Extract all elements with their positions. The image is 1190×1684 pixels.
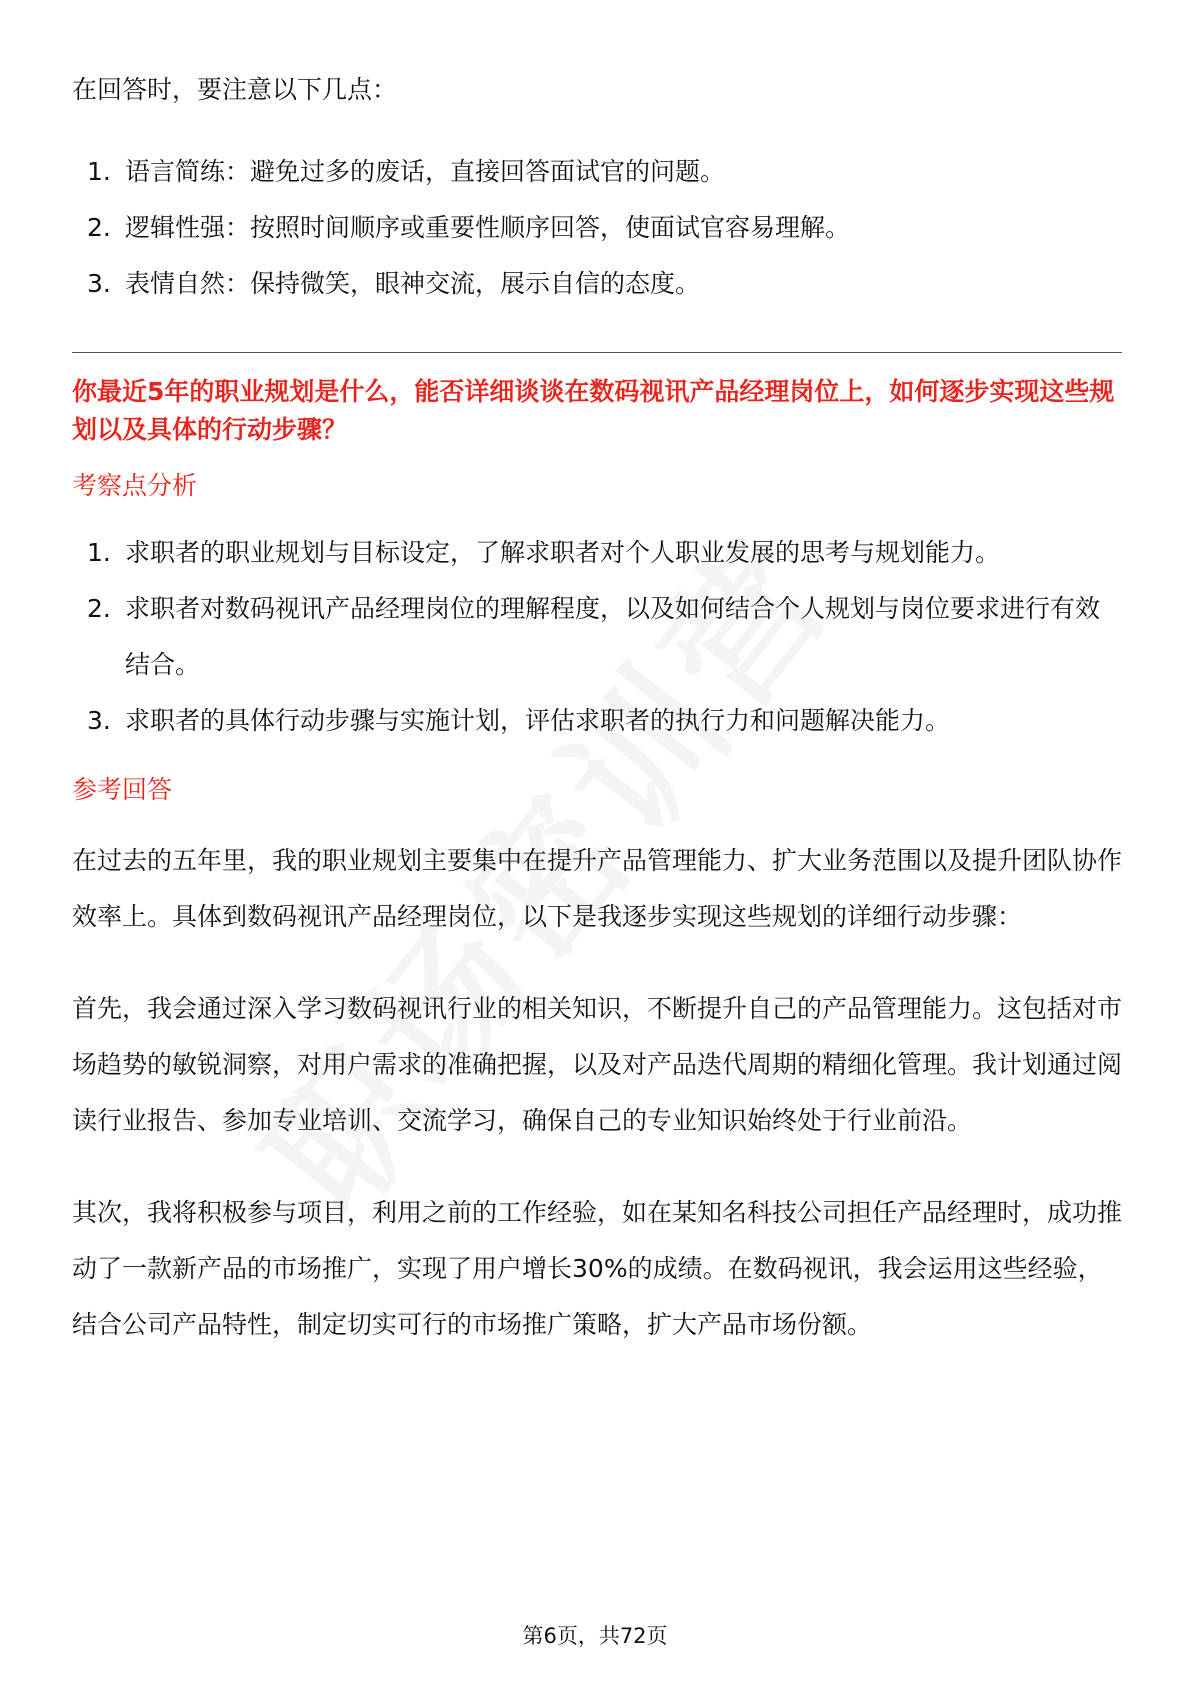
answer-paragraph: 在过去的五年里，我的职业规划主要集中在提升产品管理能力、扩大业务范围以及提升团队协作效率上。具体到数码视讯产品经理岗位，以下是我逐步实现这些规划的详细行动步骤： <box>72 846 1123 931</box>
answer-paragraph: 其次，我将积极参与项目，利用之前的工作经验，如在某知名科技公司担任产品经理时，成功推动了一款新产品的市场推广，实现了用户增长30%的成绩。在数码视讯，我会运用这些经验，结合公司产品特性，制定切实可行的市场推广策略，扩大产品市场份额。 <box>72 1198 1123 1339</box>
list-number: 3. <box>87 269 111 298</box>
list-number: 1. <box>87 157 111 186</box>
list-item <box>72 200 1122 256</box>
list-number: 2. <box>87 594 111 623</box>
tips-list <box>72 144 1122 312</box>
list-item <box>72 581 1122 693</box>
list-item-text: 表情自然：保持微笑，眼神交流，展示自信的态度。 <box>125 269 701 298</box>
list-item <box>72 693 1122 749</box>
list-item-text: 求职者的职业规划与目标设定，了解求职者对个人职业发展的思考与规划能力。 <box>125 538 1001 567</box>
list-number: 2. <box>87 213 111 242</box>
analysis-title: 考察点分析 <box>72 471 198 500</box>
list-item-text: 求职者的具体行动步骤与实施计划，评估求职者的执行力和问题解决能力。 <box>125 706 951 735</box>
list-item <box>72 525 1122 581</box>
list-item-text: 语言简练：避免过多的废话，直接回答面试官的问题。 <box>125 157 726 186</box>
question-heading: 你最近5年的职业规划是什么，能否详细谈谈在数码视讯产品经理岗位上，如何逐步实现这些规划以及具体的行动步骤？ <box>72 377 1115 444</box>
answer-paragraph: 首先，我会通过深入学习数码视讯行业的相关知识，不断提升自己的产品管理能力。这包括对市场趋势的敏锐洞察，对用户需求的准确把握，以及对产品迭代周期的精细化管理。我计划通过阅读行业报告、参加专业培训、交流学习，确保自己的专业知识始终处于行业前沿。 <box>72 994 1123 1135</box>
intro-text: 在回答时，要注意以下几点： <box>72 75 398 104</box>
page-content <box>72 62 1122 1353</box>
list-number: 1. <box>87 538 111 567</box>
analysis-list <box>72 525 1122 749</box>
list-number: 3. <box>87 706 111 735</box>
list-item <box>72 144 1122 200</box>
page-footer: 第6页，共72页 <box>522 1624 668 1648</box>
list-item <box>72 256 1122 312</box>
answer-title: 参考回答 <box>72 775 173 804</box>
list-item-text: 求职者对数码视讯产品经理岗位的理解程度，以及如何结合个人规划与岗位要求进行有效结合。 <box>125 594 1101 679</box>
list-item-text: 逻辑性强：按照时间顺序或重要性顺序回答，使面试官容易理解。 <box>125 213 851 242</box>
